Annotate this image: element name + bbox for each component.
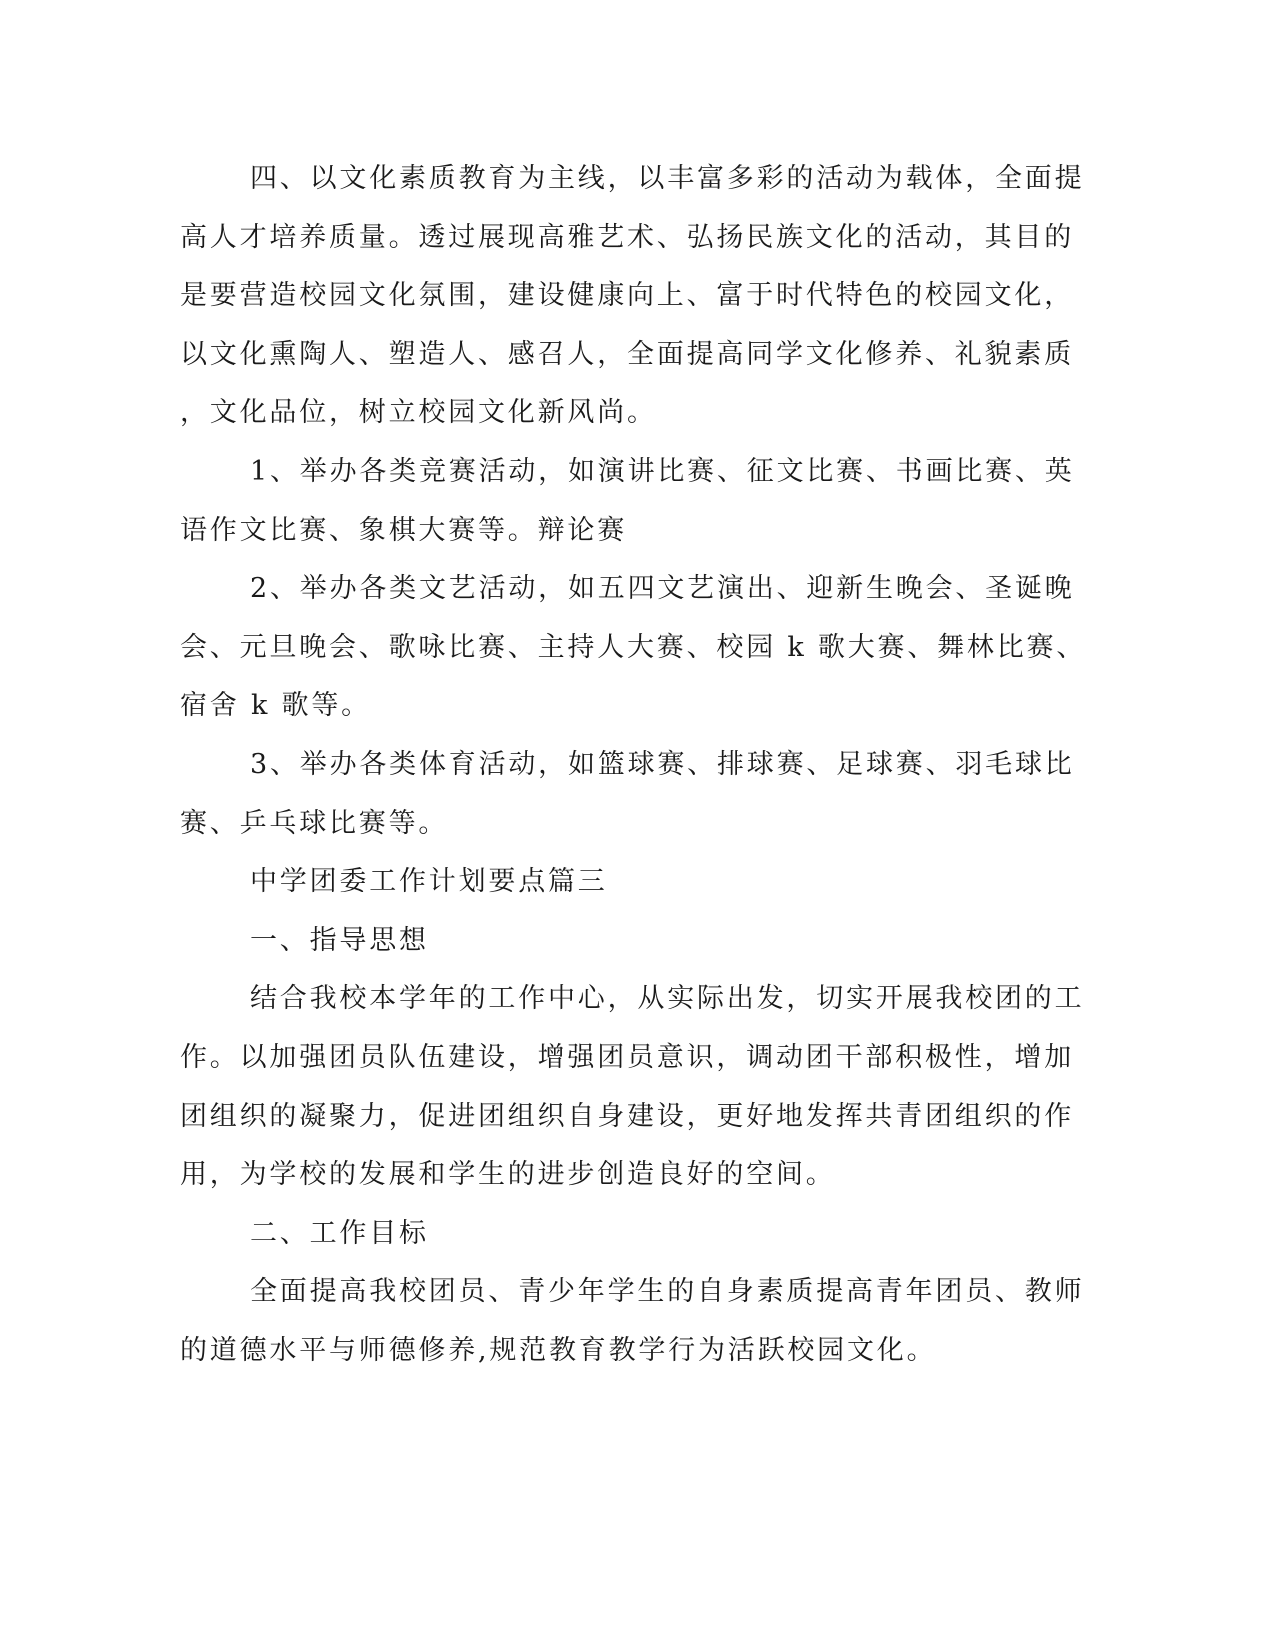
text-line: 结合我校本学年的工作中心，从实际出发，切实开展我校团的工	[250, 983, 1085, 1015]
text-line: 高人才培养质量。透过展现高雅艺术、弘扬民族文化的活动，其目的	[180, 221, 1074, 253]
text-line: ，文化品位，树立校园文化新风尚。	[180, 397, 657, 429]
section-heading: 一、指导思想	[250, 924, 429, 956]
text-line: 2、举办各类文艺活动，如五四文艺演出、迎新生晚会、圣诞晚	[250, 573, 1075, 605]
text-line: 团组织的凝聚力，促进团组织自身建设，更好地发挥共青团组织的作	[180, 1100, 1074, 1132]
text-line: 会、元旦晚会、歌咏比赛、主持人大赛、校园 k 歌大赛、舞林比赛、	[180, 631, 1087, 663]
text-line: 是要营造校园文化氛围，建设健康向上、富于时代特色的校园文化，	[180, 280, 1074, 312]
text-line: 语作文比赛、象棋大赛等。辩论赛	[180, 514, 627, 546]
text-line: 宿舍 k 歌等。	[180, 690, 371, 722]
text-line: 赛、乒乓球比赛等。	[180, 807, 449, 839]
text-line: 四、以文化素质教育为主线，以丰富多彩的活动为载体，全面提	[250, 163, 1085, 194]
text-line: 3、举办各类体育活动，如篮球赛、排球赛、足球赛、羽毛球比	[250, 748, 1075, 780]
section-heading: 二、工作目标	[250, 1217, 429, 1249]
section-title: 中学团委工作计划要点篇三	[250, 866, 608, 898]
text-line: 1、举办各类竞赛活动，如演讲比赛、征文比赛、书画比赛、英	[250, 455, 1075, 487]
text-line: 以文化熏陶人、塑造人、感召人，全面提高同学文化修养、礼貌素质	[180, 338, 1074, 370]
document-body	[180, 150, 1087, 1380]
text-line: 全面提高我校团员、青少年学生的自身素质提高青年团员、教师	[250, 1276, 1085, 1308]
text-line: 的道德水平与师德修养,规范教育教学行为活跃校园文化。	[180, 1334, 937, 1366]
text-line: 作。以加强团员队伍建设，增强团员意识，调动团干部积极性，增加	[180, 1041, 1074, 1073]
text-line: 用，为学校的发展和学生的进步创造良好的空间。	[180, 1159, 836, 1191]
